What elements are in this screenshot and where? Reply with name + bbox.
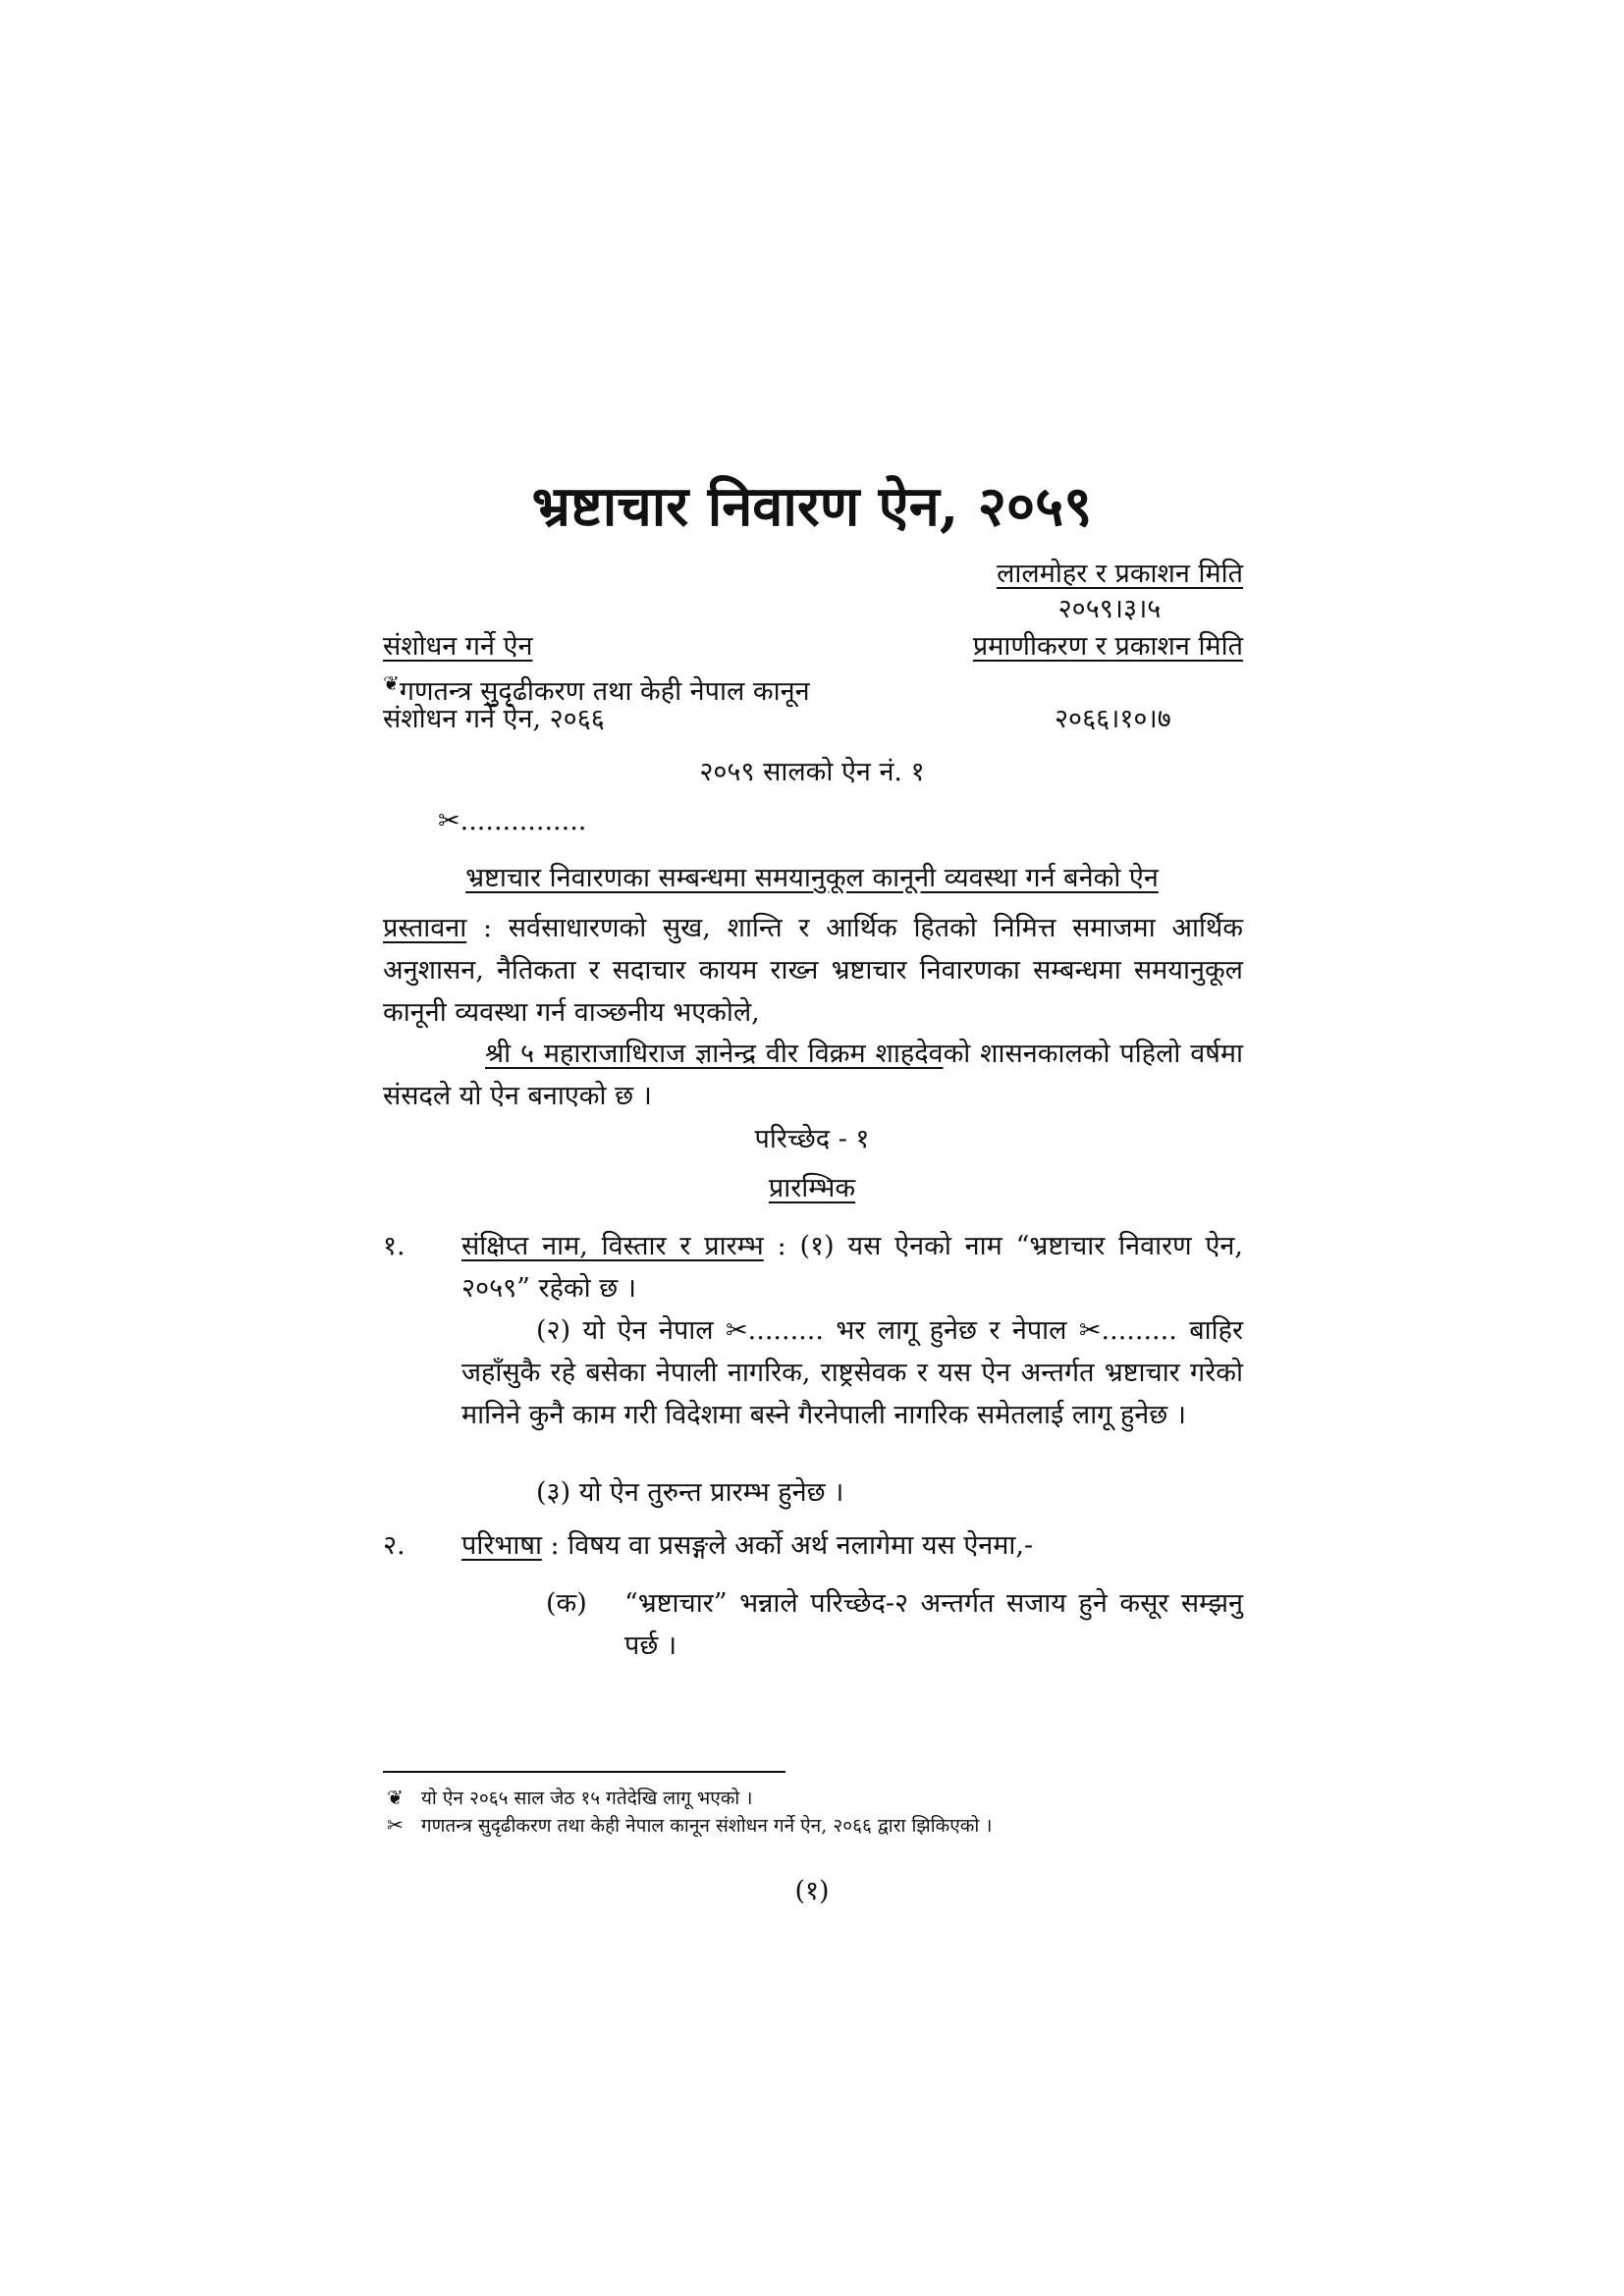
clause-ka-label: (क) xyxy=(546,1588,587,1619)
footnote-mark-icon: ❦ xyxy=(383,671,400,695)
pramanikaran-date-label: प्रमाणीकरण र प्रकाशन मिति xyxy=(972,631,1243,662)
section-1-sub-3: (३) यो ऐन तुरुन्त प्रारम्भ हुनेछ । xyxy=(536,1477,844,1508)
long-title: भ्रष्टाचार निवारणका सम्बन्धमा समयानुकूल कानूनी व्यवस्था गर्न बनेको ऐन xyxy=(465,863,1159,893)
chapter-number: परिच्छेद - १ xyxy=(754,1124,870,1154)
act-title: भ्रष्टाचार निवारण ऐन, २०५९ xyxy=(531,474,1093,539)
clause-ka-text: “भ्रष्टाचार” भन्नाले परिच्छेद-२ अन्तर्गत सजाय हुने कसूर सम्झनु पर्छ । xyxy=(624,1588,1243,1661)
lalmohar-date-label: लालमोहर र प्रकाशन मिति xyxy=(997,559,1243,589)
section-2-number: २. xyxy=(383,1530,406,1561)
footnote-divider xyxy=(383,1771,785,1773)
enactment-clause xyxy=(383,1033,1243,1117)
amending-act-label: संशोधन गर्ने ऐन xyxy=(383,631,533,662)
lalmohar-date: २०५९।३।५ xyxy=(1057,594,1162,624)
section-1-sub-1 xyxy=(461,1225,1243,1309)
footnote-1: ❦ यो ऐन २०६५ साल जेठ १५ गतेदेखि लागू भएको । xyxy=(387,1786,753,1809)
section-1-text: : (१) यस ऐनको नाम “भ्रष्टाचार निवारण ऐन, २०५९” रहेको छ । xyxy=(461,1231,1243,1304)
enactment-text: को शासनकालको पहिलो वर्षमा संसदले यो ऐन बनाएको छ । xyxy=(383,1039,1243,1111)
amending-act-name-cont: संशोधन गर्ने ऐन, २०६६ xyxy=(383,704,605,734)
act-number: २०५९ सालको ऐन नं. १ xyxy=(699,757,925,787)
section-1-heading: संक्षिप्त नाम, विस्तार र प्रारम्भ xyxy=(461,1231,764,1261)
king-name: श्री ५ महाराजाधिराज ज्ञानेन्द्र वीर विक्रम शाहदेव xyxy=(485,1039,944,1069)
preamble-label: प्रस्तावना xyxy=(383,913,467,943)
section-2-intro: परिभाषा : विषय वा प्रसङ्गले अर्को अर्थ नलागेमा यस ऐनमा,- xyxy=(461,1530,1034,1561)
deleted-text-marker: ✂............... xyxy=(438,806,587,836)
preamble-text: : सर्वसाधारणको सुख, शान्ति र आर्थिक हितको निमित्त समाजमा आर्थिक अनुशासन, नैतिकता र सदाचार कायम राख्न भ्रष्टाचार निवारणका सम्बन्धमा समयानुकूल कानूनी व्यवस्था गर्न वाञ्छनीय भएकोले, xyxy=(383,913,1243,1028)
page-number: (१) xyxy=(794,1876,830,1906)
amending-act-name: ❦गणतन्त्र सुदृढीकरण तथा केही नेपाल कानून xyxy=(383,671,810,707)
footnote-mark-icon: ❦ xyxy=(387,1786,404,1809)
footnote-2: ✂ गणतन्त्र सुदृढीकरण तथा केही नेपाल कानून संशोधन गर्ने ऐन, २०६६ द्वारा झिकिएको । xyxy=(387,1813,993,1837)
section-1-number: १. xyxy=(383,1231,406,1261)
section-1-sub-2: (२) यो ऐन नेपाल ✂......... भर लागू हुनेछ र नेपाल ✂......... बाहिर जहाँसुकै रहे बसेका नेपाली नागरिक, राष्ट्रसेवक र यस ऐन अन्तर्गत भ्रष्टाचार गरेको मानिने कुनै काम गरी विदेशमा बस्ने गैरनेपाली नागरिक समेतलाई लागू हुनेछ । xyxy=(461,1315,1244,1430)
pramanikaran-date: २०६६।१०।७ xyxy=(1055,704,1171,734)
preamble xyxy=(383,907,1243,1034)
section-2-heading: परिभाषा xyxy=(461,1530,542,1561)
chapter-title: प्रारम्भिक xyxy=(768,1173,856,1203)
scissors-icon: ✂ xyxy=(387,1813,404,1837)
